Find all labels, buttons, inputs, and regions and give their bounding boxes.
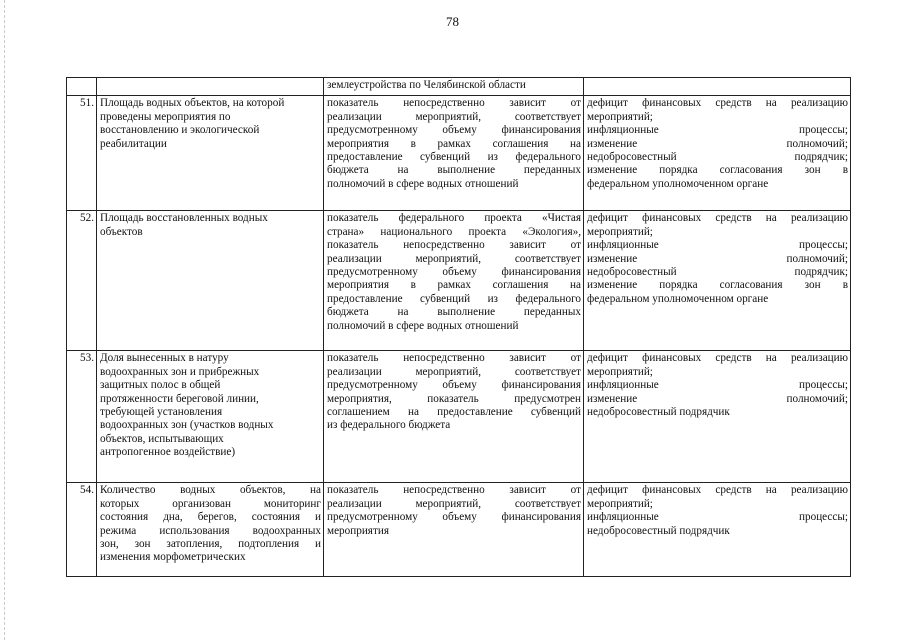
indicator-name-line: проведены мероприятия по — [100, 110, 231, 123]
table-row — [67, 483, 851, 577]
risks-cell — [584, 78, 851, 96]
table-row — [67, 211, 851, 351]
indicator-description-line: бюджета на выполнение переданных — [327, 164, 581, 177]
indicator-name-line: требующей установления — [100, 406, 223, 419]
row-number: 51. — [67, 96, 97, 211]
indicator-description-cell — [324, 483, 584, 577]
indicator-description-cell — [324, 96, 584, 211]
indicator-description-line: реализации мероприятий, соответствует — [327, 497, 581, 510]
indicator-name-line: Площадь водных объектов, на которой — [100, 97, 285, 110]
indicator-description-line: показатель непосредственно зависит от — [327, 239, 581, 252]
risk-line: инфляционные процессы; — [587, 239, 848, 252]
page-number: 78 — [446, 14, 459, 29]
indicator-name-cell — [97, 483, 324, 577]
risk-line: федеральном уполномоченном органе — [587, 292, 769, 305]
indicator-description-line: предусмотренному объему финансирования — [327, 511, 581, 524]
risk-line: дефицит финансовых средств на реализацию — [587, 97, 848, 110]
risk-line: недобросовестный подрядчик — [587, 524, 730, 537]
indicator-name-line: объектов, испытывающих — [100, 432, 224, 445]
indicator-description-line: реализации мероприятий, соответствует — [327, 110, 581, 123]
risk-line: дефицит финансовых средств на реализацию — [587, 484, 848, 497]
indicator-description-line: предусмотренному объему финансирования — [327, 124, 581, 137]
indicator-description-line: предусмотренному объему финансирования — [327, 266, 581, 279]
indicator-description-line: мероприятия в рамках соглашения на — [327, 137, 581, 150]
indicator-name-cell — [97, 351, 324, 483]
risk-line: недобросовестный подрядчик; — [587, 151, 848, 164]
indicator-cell: землеустройства по Челябинской области — [324, 78, 584, 96]
risk-line: изменение порядка согласования зон в — [587, 164, 848, 177]
risk-line: мероприятий; — [587, 497, 653, 510]
risks-cell — [584, 351, 851, 483]
indicator-description-line: полномочий в сфере водных отношений — [327, 319, 519, 332]
indicator-name-line: изменения морфометрических — [100, 551, 246, 564]
indicator-description-line: показатель непосредственно зависит от — [327, 484, 581, 497]
indicator-description-line: мероприятия, показатель предусмотрен — [327, 392, 581, 405]
indicator-description-line: предоставление субвенций из федерального — [327, 151, 581, 164]
name-cell — [97, 78, 324, 96]
indicator-name-line: Доля вынесенных в натуру — [100, 352, 229, 365]
risk-line: мероприятий; — [587, 225, 653, 238]
indicator-name-line: защитных полос в общей — [100, 379, 221, 392]
risk-line: изменение полномочий; — [587, 392, 848, 405]
indicator-name-line: режима использования водоохранных — [100, 524, 321, 537]
indicator-name-line: реабилитации — [100, 137, 167, 150]
indicator-name-line: протяженности береговой линии, — [100, 392, 259, 405]
indicator-name-line: водоохранных зон (участков водных — [100, 419, 274, 432]
num-cell — [67, 78, 97, 96]
risks-cell — [584, 211, 851, 351]
indicator-name-line: состояния дна, берегов, состояния и — [100, 511, 321, 524]
risk-line: федеральном уполномоченном органе — [587, 177, 769, 190]
row-number: 52. — [67, 211, 97, 351]
risk-line: недобросовестный подрядчик — [587, 406, 730, 419]
row-number: 54. — [67, 483, 97, 577]
risk-line: дефицит финансовых средств на реализацию — [587, 352, 848, 365]
continuation-row — [67, 78, 851, 96]
indicator-name-cell — [97, 211, 324, 351]
indicator-description-line: предоставление субвенций из федерального — [327, 292, 581, 305]
risks-cell — [584, 483, 851, 577]
risk-line: изменение порядка согласования зон в — [587, 279, 848, 292]
risk-line: изменение полномочий; — [587, 252, 848, 265]
risk-line: мероприятий; — [587, 365, 653, 378]
indicator-name-line: Количество водных объектов, на — [100, 484, 321, 497]
risk-line: инфляционные процессы; — [587, 124, 848, 137]
indicator-description-line: мероприятия — [327, 524, 389, 537]
indicator-description-line: бюджета на выполнение переданных — [327, 306, 581, 319]
indicator-description-line: показатель непосредственно зависит от — [327, 97, 581, 110]
risk-line: недобросовестный подрядчик; — [587, 266, 848, 279]
page-edge — [4, 0, 5, 640]
indicator-name-line: Площадь восстановленных водных — [100, 212, 268, 225]
risk-line: инфляционные процессы; — [587, 379, 848, 392]
indicator-description-cell — [324, 351, 584, 483]
risk-line: инфляционные процессы; — [587, 511, 848, 524]
indicator-description-line: показатель федерального проекта «Чистая — [327, 212, 581, 225]
indicator-name-line: объектов — [100, 225, 143, 238]
indicator-description-line: реализации мероприятий, соответствует — [327, 252, 581, 265]
indicator-name-line: которых организован мониторинг — [100, 497, 321, 510]
indicator-name-line: восстановлению и экологической — [100, 124, 260, 137]
indicator-name-line: антропогенное воздействие) — [100, 446, 236, 459]
indicator-description-line: мероприятия в рамках соглашения на — [327, 279, 581, 292]
indicator-description-line: страна» национального проекта «Экология», — [327, 225, 581, 238]
indicator-description-line: полномочий в сфере водных отношений — [327, 177, 519, 190]
indicator-name-line: водоохранных зон и прибрежных — [100, 365, 260, 378]
risks-cell — [584, 96, 851, 211]
indicator-name-line: зон, зон затопления, подтопления и — [100, 538, 321, 551]
indicator-description-line: показатель непосредственно зависит от — [327, 352, 581, 365]
indicator-description-line: реализации мероприятий, соответствует — [327, 365, 581, 378]
risk-line: дефицит финансовых средств на реализацию — [587, 212, 848, 225]
indicators-table — [66, 77, 851, 577]
risk-line: изменение полномочий; — [587, 137, 848, 150]
row-number: 53. — [67, 351, 97, 483]
table-row — [67, 96, 851, 211]
indicator-name-cell — [97, 96, 324, 211]
indicator-description-cell — [324, 211, 584, 351]
indicator-description-line: из федерального бюджета — [327, 419, 451, 432]
indicator-description-line: соглашением на предоставление субвенций — [327, 406, 581, 419]
table-row — [67, 351, 851, 483]
risk-line: мероприятий; — [587, 110, 653, 123]
indicator-description-line: предусмотренному объему финансирования — [327, 379, 581, 392]
